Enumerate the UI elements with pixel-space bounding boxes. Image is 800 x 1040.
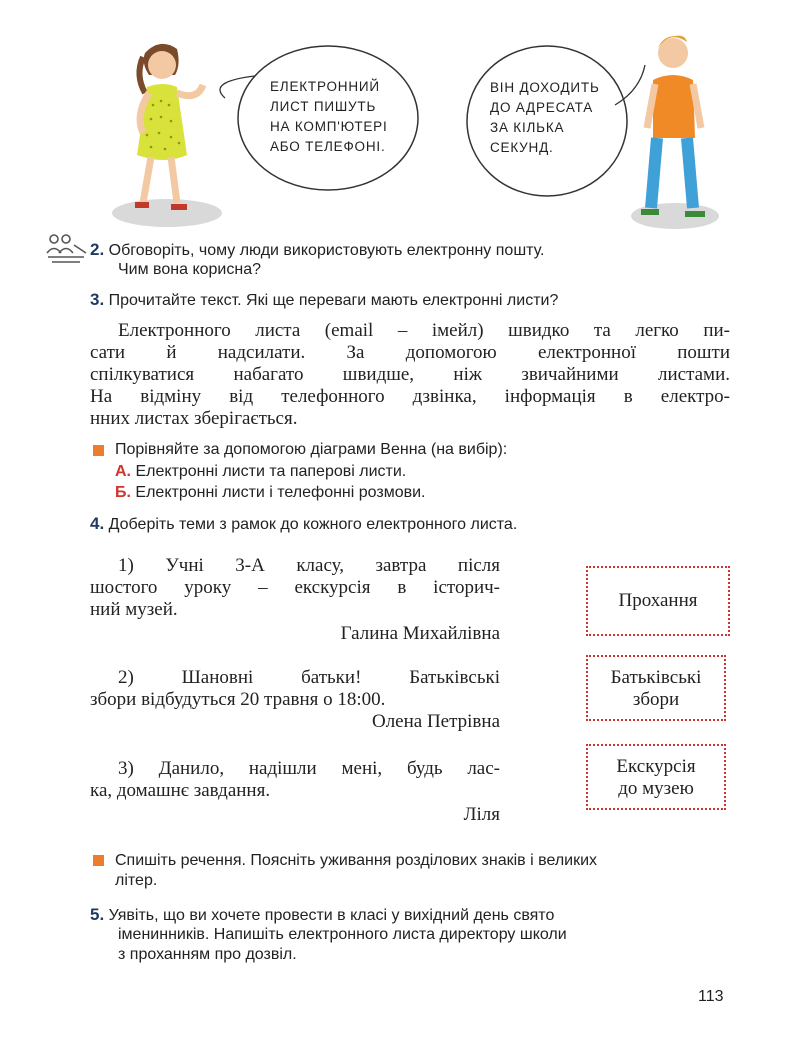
- email-letter-1: [90, 555, 500, 645]
- letter-line: ка, домашнє завдання.: [90, 780, 271, 801]
- letter-line: 2) Шановні батьки! Батьківські: [118, 667, 500, 688]
- passage: [90, 320, 730, 430]
- task-3-text: Прочитайте текст. Які ще переваги мають електронні листи?: [108, 292, 559, 309]
- passage-line: сати й надсилати. За допомогою електронної пошти: [90, 342, 730, 363]
- option-letter: Б.: [115, 484, 131, 501]
- copy-task-line1: Спишіть речення. Поясніть уживання розділових знаків і великих: [115, 852, 598, 869]
- letter-signature: Галина Михайлівна: [340, 623, 500, 644]
- topic-box-parent-meeting: [586, 655, 726, 721]
- task-4-text: Доберіть теми з рамок до кожного електронного листа.: [108, 516, 518, 533]
- letter-signature: Ліля: [463, 804, 500, 825]
- letter-line: 3) Данило, надішли мені, будь лас-: [118, 758, 500, 779]
- topic-box-label: Батьківські: [610, 667, 702, 688]
- letter-line: ний музей.: [90, 599, 178, 620]
- orange-bullet-icon: [93, 855, 104, 866]
- bubble-line: ЗА КІЛЬКА: [490, 120, 565, 135]
- topic-box-label: Екскурсія: [616, 756, 696, 777]
- task-5-text-line1: Уявіть, що ви хочете провести в класі у вихідний день свято: [108, 907, 555, 924]
- bubble-line: ВІН ДОХОДИТЬ: [490, 80, 600, 95]
- letter-signature: Олена Петрівна: [371, 711, 500, 732]
- topic-box-excursion: [586, 744, 726, 810]
- task-2: [90, 240, 710, 261]
- compare-instruction: Порівняйте за допомогою діаграми Венна (на вибір):: [115, 441, 508, 458]
- boy-illustration: [625, 28, 720, 233]
- task-2-text-line2: Чим вона корисна?: [118, 261, 261, 278]
- bubble-line: ДО АДРЕСАТА: [490, 100, 594, 115]
- passage-line: На відміну від телефонного дзвінка, інформація в електро-: [90, 386, 730, 407]
- topic-box-label: до музею: [618, 778, 694, 799]
- bubble-line: АБО ТЕЛЕФОНІ.: [270, 139, 386, 154]
- letter-line: збори відбудуться 20 травня о 18:00.: [90, 689, 386, 710]
- letter-line: 1) Учні 3-А класу, завтра після: [118, 555, 500, 576]
- orange-bullet-icon: [93, 445, 104, 456]
- task-5: [90, 905, 730, 926]
- task-4: [90, 514, 730, 535]
- task-number: 4.: [90, 514, 105, 533]
- bubble-line: СЕКУНД.: [490, 140, 554, 155]
- bubble-line: ЛИСТ ПИШУТЬ: [270, 99, 377, 114]
- task-5-text-line2: іменинників. Напишіть електронного листа директору школи: [118, 926, 567, 943]
- task-5-text-line3: з проханням про дозвіл.: [118, 946, 297, 963]
- speech-bubble-left-text: [270, 77, 420, 157]
- copy-task-line2: літер.: [115, 872, 158, 889]
- group-discussion-icon: [44, 233, 90, 267]
- task-number: 2.: [90, 240, 105, 259]
- letter-line: шостого уроку – екскурсія в історич-: [90, 577, 500, 598]
- topic-box-label: Прохання: [618, 590, 698, 611]
- email-letter-2: [90, 667, 500, 733]
- compare-option-b: [115, 483, 426, 503]
- topic-box-label: збори: [632, 689, 680, 710]
- bubble-line: НА КОМП'ЮТЕРІ: [270, 119, 388, 134]
- task-2-text-line1: Обговоріть, чому люди використовують електронну пошту.: [108, 242, 545, 259]
- task-number: 3.: [90, 290, 105, 309]
- passage-line: нних листах зберігається.: [90, 408, 298, 429]
- passage-line: спілкуватися набагато швидше, ніж звичайними листами.: [90, 364, 730, 385]
- option-letter: А.: [115, 463, 131, 480]
- task-number: 5.: [90, 905, 105, 924]
- speech-bubble-right-text: [490, 78, 630, 158]
- option-text: Електронні листи та паперові листи.: [135, 463, 407, 480]
- bubble-line: ЕЛЕКТРОННИЙ: [270, 79, 380, 94]
- option-text: Електронні листи і телефонні розмови.: [135, 484, 426, 501]
- email-letter-3: [90, 758, 500, 826]
- task-3: [90, 290, 730, 311]
- page-number: 113: [698, 988, 724, 1005]
- compare-option-a: [115, 462, 406, 482]
- passage-line: Електронного листа (email – імейл) швидко та легко пи-: [118, 320, 730, 341]
- topic-box-request: [586, 566, 730, 636]
